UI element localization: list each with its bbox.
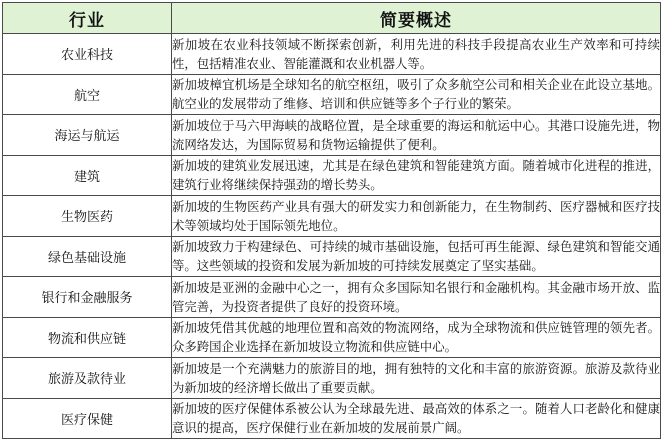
industry-cell: 建筑 [3, 155, 172, 196]
table-row [3, 358, 661, 399]
table-row [3, 236, 661, 277]
table-row [3, 196, 661, 237]
summary-cell: 新加坡位于马六甲海峡的战略位置，是全球重要的海运和航运中心。其港口设施先进，物流网络发达，为国际贸易和货物运输提供了便利。 [172, 115, 661, 156]
table-header-row [3, 3, 661, 34]
summary-cell: 新加坡是亚洲的金融中心之一，拥有众多国际知名银行和金融机构。其金融市场开放、监管完善，为投资者提供了良好的投资环境。 [172, 277, 661, 318]
industry-cell: 海运与航运 [3, 115, 172, 156]
summary-cell: 新加坡是一个充满魅力的旅游目的地，拥有独特的文化和丰富的旅游资源。旅游及款待业为新加坡的经济增长做出了重要贡献。 [172, 358, 661, 399]
table-row [3, 34, 661, 75]
industry-cell: 旅游及款待业 [3, 358, 172, 399]
table-row [3, 317, 661, 358]
industry-cell: 航空 [3, 74, 172, 115]
header-industry: 行业 [3, 3, 172, 34]
table-row [3, 74, 661, 115]
summary-cell: 新加坡的建筑业发展迅速，尤其是在绿色建筑和智能建筑方面。随着城市化进程的推进，建筑行业将继续保持强劲的增长势头。 [172, 155, 661, 196]
table-row [3, 398, 661, 439]
summary-cell: 新加坡凭借其优越的地理位置和高效的物流网络，成为全球物流和供应链管理的领先者。众多跨国企业选择在新加坡设立物流和供应链中心。 [172, 317, 661, 358]
industry-table-container [2, 2, 661, 443]
industry-cell: 银行和金融服务 [3, 277, 172, 318]
industry-cell: 物流和供应链 [3, 317, 172, 358]
industry-cell: 绿色基础设施 [3, 236, 172, 277]
table-row [3, 115, 661, 156]
industry-cell: 农业科技 [3, 34, 172, 75]
summary-cell: 新加坡在农业科技领域不断探索创新，利用先进的科技手段提高农业生产效率和可持续性，包括精准农业、智能灌溉和农业机器人等。 [172, 34, 661, 75]
industry-cell: 生物医药 [3, 196, 172, 237]
industry-cell: 医疗保健 [3, 398, 172, 439]
summary-cell: 新加坡致力于构建绿色、可持续的城市基础设施，包括可再生能源、绿色建筑和智能交通等。这些领域的投资和发展为新加坡的可持续发展奠定了坚实基础。 [172, 236, 661, 277]
summary-cell: 新加坡樟宜机场是全球知名的航空枢纽，吸引了众多航空公司和相关企业在此设立基地。航空业的发展带动了维修、培训和供应链等多个子行业的繁荣。 [172, 74, 661, 115]
header-summary: 简要概述 [172, 3, 661, 34]
summary-cell: 新加坡的生物医药产业具有强大的研发实力和创新能力，在生物制药、医疗器械和医疗技术等领域均处于国际领先地位。 [172, 196, 661, 237]
summary-cell: 新加坡的医疗保健体系被公认为全球最先进、最高效的体系之一。随着人口老龄化和健康意识的提高，医疗保健行业在新加坡的发展前景广阔。 [172, 398, 661, 439]
industry-table [2, 2, 661, 439]
table-row [3, 277, 661, 318]
table-row [3, 155, 661, 196]
